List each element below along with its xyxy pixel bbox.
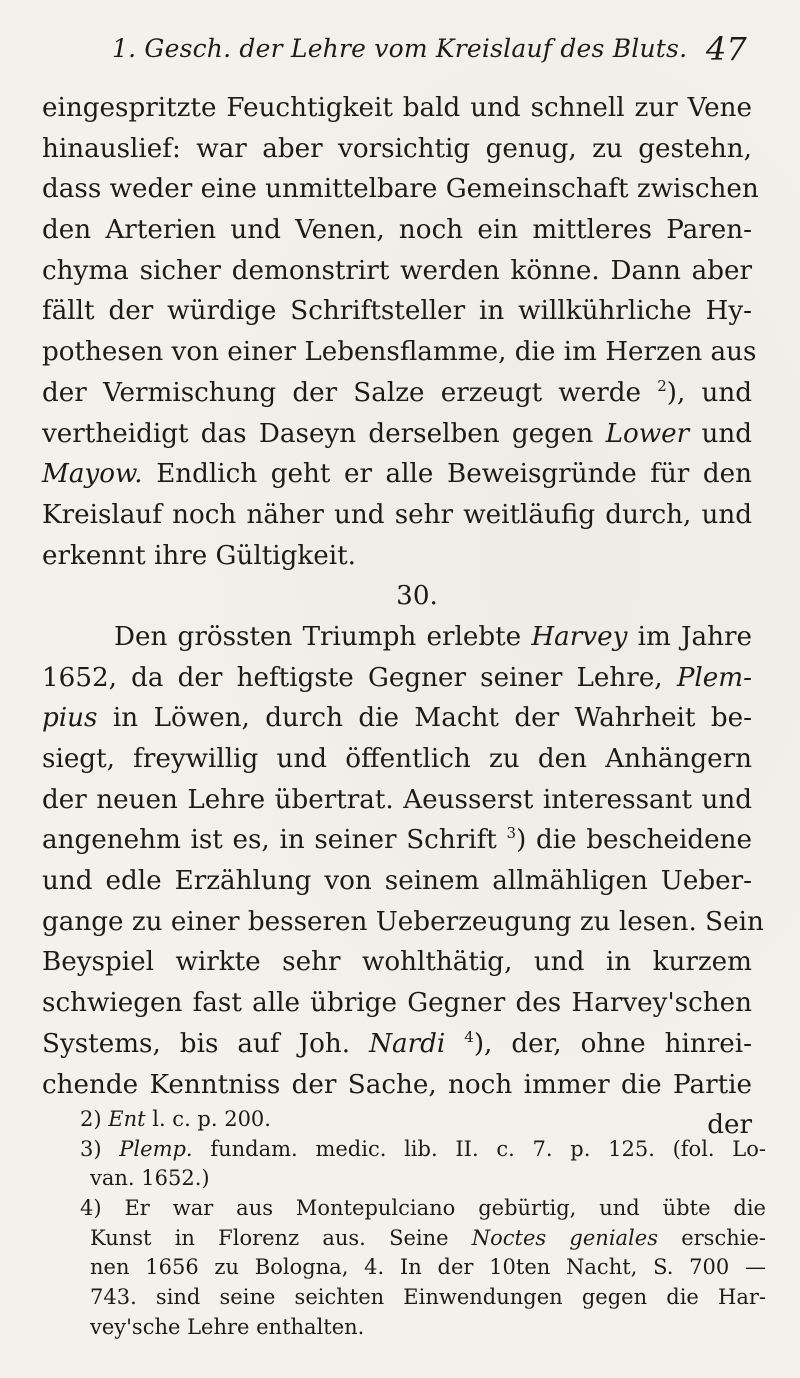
footnote-text: l. c. p. 200. [152, 1107, 271, 1131]
text-line: eingespritzte Feuchtigkeit bald und schnell zur Vene [42, 93, 752, 123]
person-name: pius [42, 703, 98, 734]
text-segment: 1652, da der heftigste Gegner seiner Lehre, [42, 662, 663, 693]
text-line: fällt der würdige Schriftsteller in willkührliche Hy- [42, 296, 752, 327]
body-text [42, 88, 764, 1146]
footnote-number: 4) [80, 1196, 102, 1221]
text-line [42, 414, 752, 455]
text-line: den Arterien und Venen, noch ein mittleres Paren- [42, 215, 752, 246]
footnote-4 [80, 1194, 766, 1224]
person-name: Mayow. [42, 459, 143, 490]
text-segment: angenehm ist es, in seiner Schrift [42, 825, 497, 856]
footnote-marker: 3 [506, 824, 517, 843]
footnote-3-continuation: van. 1652.) [90, 1166, 210, 1191]
text-line: chende Kenntniss der Sache, noch immer die Partie [42, 1069, 752, 1100]
footnote-4-line [80, 1224, 766, 1254]
text-line [42, 617, 752, 658]
text-line: schwiegen fast alle übrige Gegner des Harvey'schen [42, 988, 752, 1019]
text-line [42, 820, 752, 861]
footnote-4-line: nen 1656 zu Bologna, 4. In der 10ten Nacht, S. 700 — [90, 1255, 766, 1280]
text-line: und edle Erzählung von seinem allmähligen Ueber- [42, 866, 752, 897]
text-segment: ) die bescheidene [516, 825, 753, 856]
footnote-4-line: 743. sind seine seichten Einwendungen gegen die Har- [90, 1285, 766, 1310]
text-segment: ), und [666, 377, 752, 408]
footnote-2 [80, 1105, 766, 1135]
text-segment: Den grössten Triumph erlebte [114, 621, 522, 652]
text-line [42, 1024, 752, 1065]
footnote-4-line: vey'sche Lehre enthalten. [90, 1314, 365, 1339]
footnote-marker: 2 [657, 376, 667, 395]
text-line [42, 698, 752, 739]
footnote-3 [80, 1135, 766, 1165]
running-head [0, 30, 800, 80]
catchword: der [707, 1110, 752, 1141]
footnote-author: Plemp. [119, 1136, 193, 1161]
page-number: 47 [706, 30, 747, 68]
text-line: siegt, freywillig und öffentlich zu den Anhängern [42, 744, 752, 774]
text-line: chyma sicher demonstrirt werden könne. Dann aber [42, 255, 752, 286]
footnote-number: 3) [80, 1136, 102, 1161]
footnote-text: erschie- [681, 1225, 766, 1250]
footnote-text: Kunst in Florenz aus. Seine [90, 1225, 449, 1250]
section-number: 30. [396, 581, 438, 612]
text-segment: und [701, 418, 752, 449]
text-line [42, 658, 752, 699]
footnote-number: 2) [80, 1107, 102, 1131]
text-segment: ), der, ohne hinrei- [473, 1028, 753, 1059]
person-name: Nardi [369, 1028, 446, 1059]
footnote-author: Ent [108, 1107, 146, 1131]
text-segment: im Jahre [637, 621, 752, 652]
text-line: Kreislauf noch näher und sehr weitläufig durch, und [42, 499, 752, 530]
person-name: Harvey [531, 621, 628, 652]
footnote-text: fundam. medic. lib. II. c. 7. p. 125. (fol. Lo- [210, 1136, 766, 1161]
footnotes [80, 1105, 766, 1343]
text-line: hinauslief: war aber vorsichtig genug, zu gestehn, [42, 133, 752, 164]
text-line [42, 454, 752, 495]
text-segment: der Vermischung der Salze erzeugt werde [42, 377, 642, 408]
text-segment: Endlich geht er alle Beweisgründe für den [156, 459, 753, 490]
text-segment: Systems, bis auf Joh. [42, 1028, 351, 1059]
text-line: gange zu einer besseren Ueberzeugung zu lesen. Sein [42, 906, 764, 937]
text-line: der neuen Lehre übertrat. Aeusserst interessant und [42, 784, 752, 815]
text-line: erkennt ihre Gültigkeit. [42, 540, 356, 571]
text-line: dass weder eine unmittelbare Gemeinschaft zwischen [42, 174, 759, 205]
footnote-text: Er war aus Montepulciano gebürtig, und übte die [124, 1196, 766, 1221]
running-title: 1. Gesch. der Lehre vom Kreislauf des Bluts. [112, 34, 688, 63]
footnote-marker: 4 [464, 1027, 474, 1046]
book-title: Noctes geniales [471, 1225, 658, 1250]
person-name: Lower [605, 418, 690, 449]
person-name: Plem- [676, 662, 752, 693]
text-line: pothesen von einer Lebensflamme, die im Herzen aus [42, 337, 757, 368]
text-segment: in Löwen, durch die Macht der Wahrheit be- [112, 703, 753, 734]
text-segment: vertheidigt das Daseyn derselben gegen [42, 418, 594, 449]
text-line [42, 373, 752, 414]
text-line: Beyspiel wirkte sehr wohlthätig, und in kurzem [42, 947, 752, 978]
